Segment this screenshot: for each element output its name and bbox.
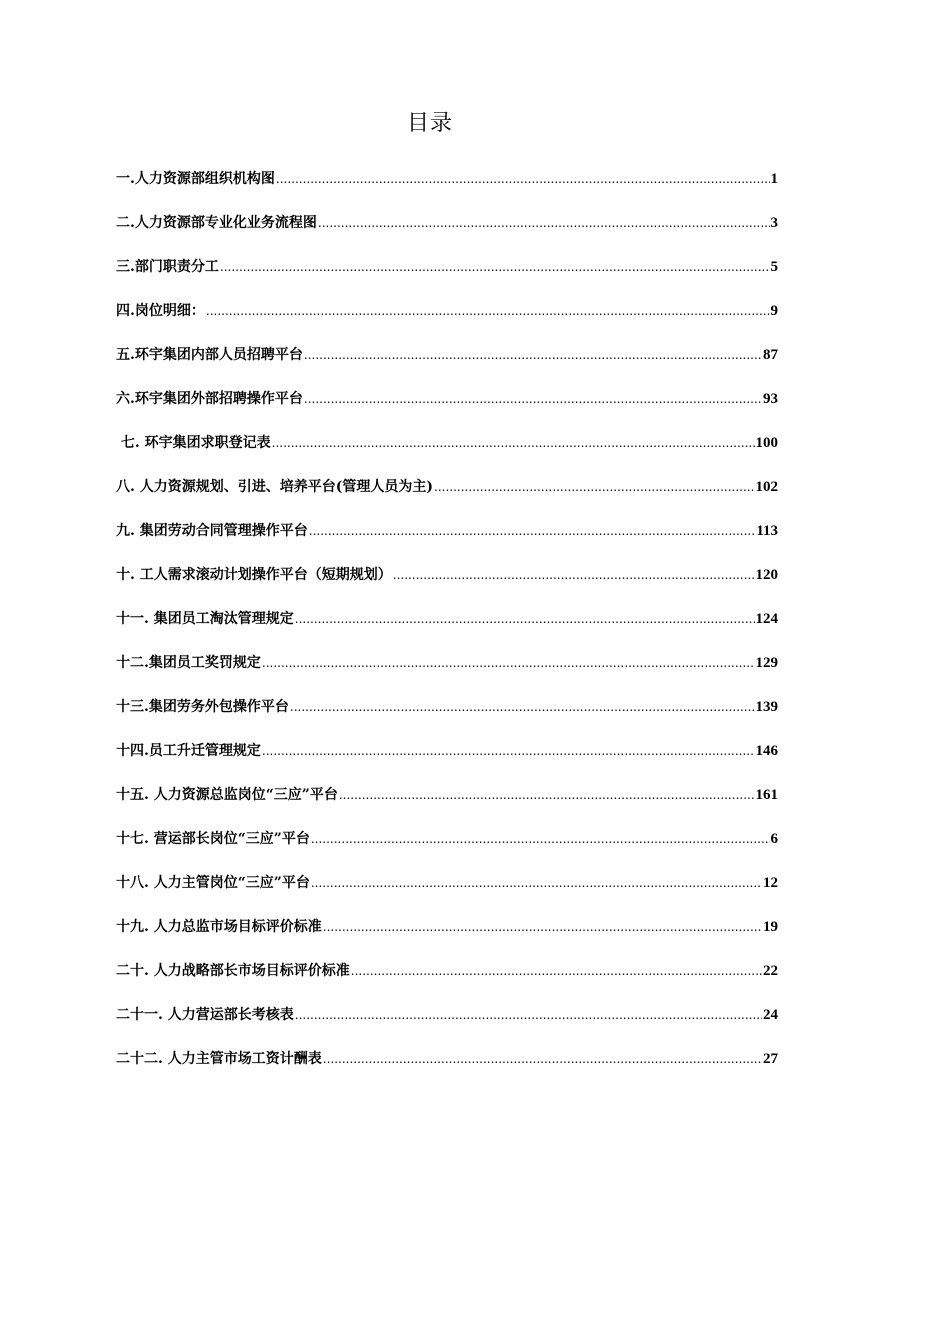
toc-entry[interactable] [116,298,778,342]
toc-entry[interactable] [116,1046,778,1090]
toc-entry-label: 十三.集团劳务外包操作平台 [116,699,289,715]
dot-leader [262,738,755,764]
toc-entry-label: 三.部门职责分工 [116,259,219,275]
toc-entry-page: 102 [755,479,778,495]
dot-leader [290,694,755,720]
toc-entry-label: 一.人力资源部组织机构图 [116,171,275,187]
toc-entry-label: 四.岗位明细： [116,303,205,319]
toc-entry-page: 12 [763,875,778,891]
dot-leader [304,342,762,368]
dot-leader [206,298,770,324]
toc-entry-label: 十九. 人力总监市场目标评价标准 [116,919,322,935]
dot-leader [309,518,756,544]
toc-entry-page: 93 [763,391,778,407]
toc-entry-label: 十. 工人需求滚动计划操作平台（短期规划） [116,567,392,583]
toc-entry[interactable] [116,1002,778,1046]
toc-entry[interactable] [116,958,778,1002]
toc-entry[interactable] [116,386,778,430]
toc-entry[interactable] [116,166,778,210]
toc-entry-label: 十二.集团员工奖罚规定 [116,655,261,671]
dot-leader [276,166,770,192]
toc-entry[interactable] [116,254,778,298]
toc-entry-label: 二十二. 人力主管市场工资计酬表 [116,1051,322,1067]
toc-entry[interactable] [116,650,778,694]
toc-entry[interactable] [116,342,778,386]
toc-entry-page: 100 [755,435,778,451]
toc-entry-label: 十八. 人力主管岗位“三应”平台 [116,875,310,891]
toc-entry-page: 24 [763,1007,778,1023]
toc-entry-page: 161 [755,787,778,803]
dot-leader [272,430,755,456]
toc-entry[interactable] [116,210,778,254]
toc-entry[interactable] [116,914,778,958]
toc-entry-page: 129 [755,655,778,671]
toc-entry-label: 五.环宇集团内部人员招聘平台 [116,347,303,363]
toc-entry-label: 二十. 人力战略部长市场目标评价标准 [116,963,350,979]
toc-entry-page: 146 [755,743,778,759]
dot-leader [304,386,762,412]
toc-entry-label: 七. 环宇集团求职登记表 [116,435,271,451]
toc-entry[interactable] [116,474,778,518]
toc-entry-label: 十七. 营运部长岗位“三应”平台 [116,831,310,847]
toc-entry-page: 113 [756,523,778,539]
dot-leader [311,826,770,852]
toc-entry-page: 19 [763,919,778,935]
toc-list [116,166,778,1090]
toc-entry-page: 124 [755,611,778,627]
toc-entry[interactable] [116,870,778,914]
toc-entry[interactable] [116,782,778,826]
toc-entry-page: 27 [763,1051,778,1067]
dot-leader [262,650,755,676]
toc-entry-page: 139 [755,699,778,715]
toc-entry-page: 6 [770,831,778,847]
toc-entry-label: 十五. 人力资源总监岗位“三应”平台 [116,787,338,803]
dot-leader [295,1002,762,1028]
toc-entry[interactable] [116,518,778,562]
toc-entry-label: 九. 集团劳动合同管理操作平台 [116,523,308,539]
toc-entry-label: 十一. 集团员工淘汰管理规定 [116,611,294,627]
toc-entry-page: 120 [755,567,778,583]
dot-leader [311,870,762,896]
dot-leader [323,1046,762,1072]
toc-entry-label: 二.人力资源部专业化业务流程图 [116,215,317,231]
toc-entry[interactable] [116,562,778,606]
toc-entry-label: 二十一. 人力营运部长考核表 [116,1007,294,1023]
toc-entry[interactable] [116,606,778,650]
toc-entry-label: 八. 人力资源规划、引进、培养平台(管理人员为主) [116,479,433,495]
toc-title: 目录 [406,111,453,136]
dot-leader [318,210,770,236]
toc-entry-label: 十四.员工升迁管理规定 [116,743,261,759]
toc-entry-page: 22 [763,963,778,979]
toc-entry-page: 5 [770,259,778,275]
toc-entry[interactable] [116,694,778,738]
toc-entry[interactable] [116,738,778,782]
dot-leader [323,914,762,940]
toc-entry-page: 9 [770,303,778,319]
toc-entry-label: 六.环宇集团外部招聘操作平台 [116,391,303,407]
toc-entry[interactable] [116,430,778,474]
dot-leader [351,958,762,984]
toc-entry[interactable] [116,826,778,870]
dot-leader [295,606,755,632]
toc-entry-page: 3 [770,215,778,231]
dot-leader [434,474,755,500]
dot-leader [393,562,755,588]
dot-leader [220,254,770,280]
toc-entry-page: 1 [770,171,778,187]
toc-entry-page: 87 [763,347,778,363]
dot-leader [339,782,755,808]
